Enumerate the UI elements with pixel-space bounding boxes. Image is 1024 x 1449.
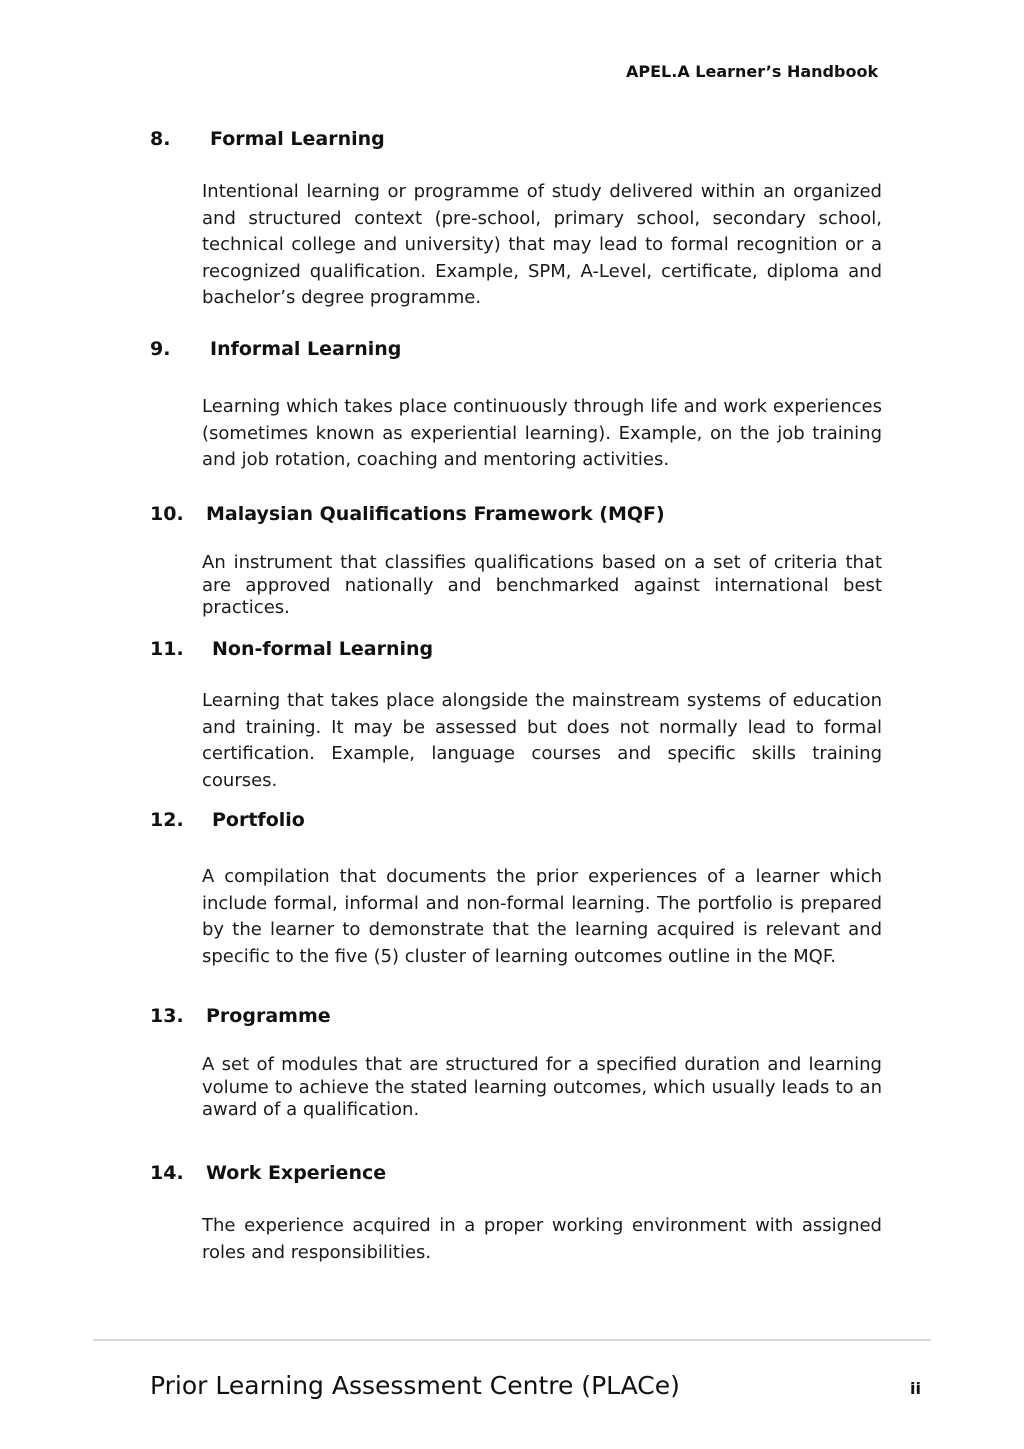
entry-definition: Learning that takes place alongside the mainstream systems of education and training. It may be assessed but does not normally lead to formal certification. Example, language courses and specific skills training courses. — [202, 690, 882, 791]
glossary-entry — [0, 128, 1024, 156]
entry-term: Portfolio — [212, 809, 305, 831]
glossary-entry — [0, 638, 1024, 666]
entry-number: 12. — [150, 809, 184, 831]
entry-term: Work Experience — [206, 1162, 387, 1184]
entry-definition: An instrument that classifies qualifications based on a set of criteria that are approved nationally and benchmarked against international best practices. — [202, 552, 882, 618]
entry-definition: Intentional learning or programme of study delivered within an organized and structured context (pre-school, primary school, secondary school, technical college and university) that may lead to formal recognition or a recognized qualification. Example, SPM, A-Level, certificate, diploma and bachelor’s degree programme. — [202, 181, 882, 308]
entry-number: 8. — [150, 128, 171, 150]
glossary-entry — [0, 809, 1024, 837]
entry-number: 9. — [150, 338, 171, 360]
glossary-entry — [0, 1162, 1024, 1190]
footer-divider — [93, 1339, 931, 1341]
entry-number: 14. — [150, 1162, 184, 1184]
page-number: ii — [910, 1379, 921, 1398]
glossary-entry — [0, 338, 1024, 366]
entry-term: Formal Learning — [210, 128, 385, 150]
entry-definition: A set of modules that are structured for a specified duration and learning volume to achieve the stated learning outcomes, which usually leads to an award of a qualification. — [202, 1054, 882, 1120]
entry-definition: A compilation that documents the prior experiences of a learner which include formal, informal and non-formal learning. The portfolio is prepared by the learner to demonstrate that the learning acquired is relevant and specific to the five (5) cluster of learning outcomes outline in the MQF. — [202, 866, 882, 967]
entry-term: Programme — [206, 1005, 331, 1027]
glossary-entry — [0, 503, 1024, 531]
entry-number: 11. — [150, 638, 184, 660]
entry-number: 13. — [150, 1005, 184, 1027]
entry-definition: The experience acquired in a proper working environment with assigned roles and responsibilities. — [202, 1215, 882, 1263]
entry-term: Informal Learning — [210, 338, 402, 360]
entry-term: Malaysian Qualifications Framework (MQF) — [206, 503, 665, 525]
footer-title: Prior Learning Assessment Centre (PLACe) — [150, 1371, 680, 1400]
glossary-entry — [0, 1005, 1024, 1033]
entry-term: Non-formal Learning — [212, 638, 434, 660]
entry-number: 10. — [150, 503, 184, 525]
running-header: APEL.A Learner’s Handbook — [626, 62, 879, 81]
entry-definition: Learning which takes place continuously through life and work experiences (sometimes known as experiential learning). Example, on the job training and job rotation, coaching and mentoring activities. — [202, 396, 882, 470]
